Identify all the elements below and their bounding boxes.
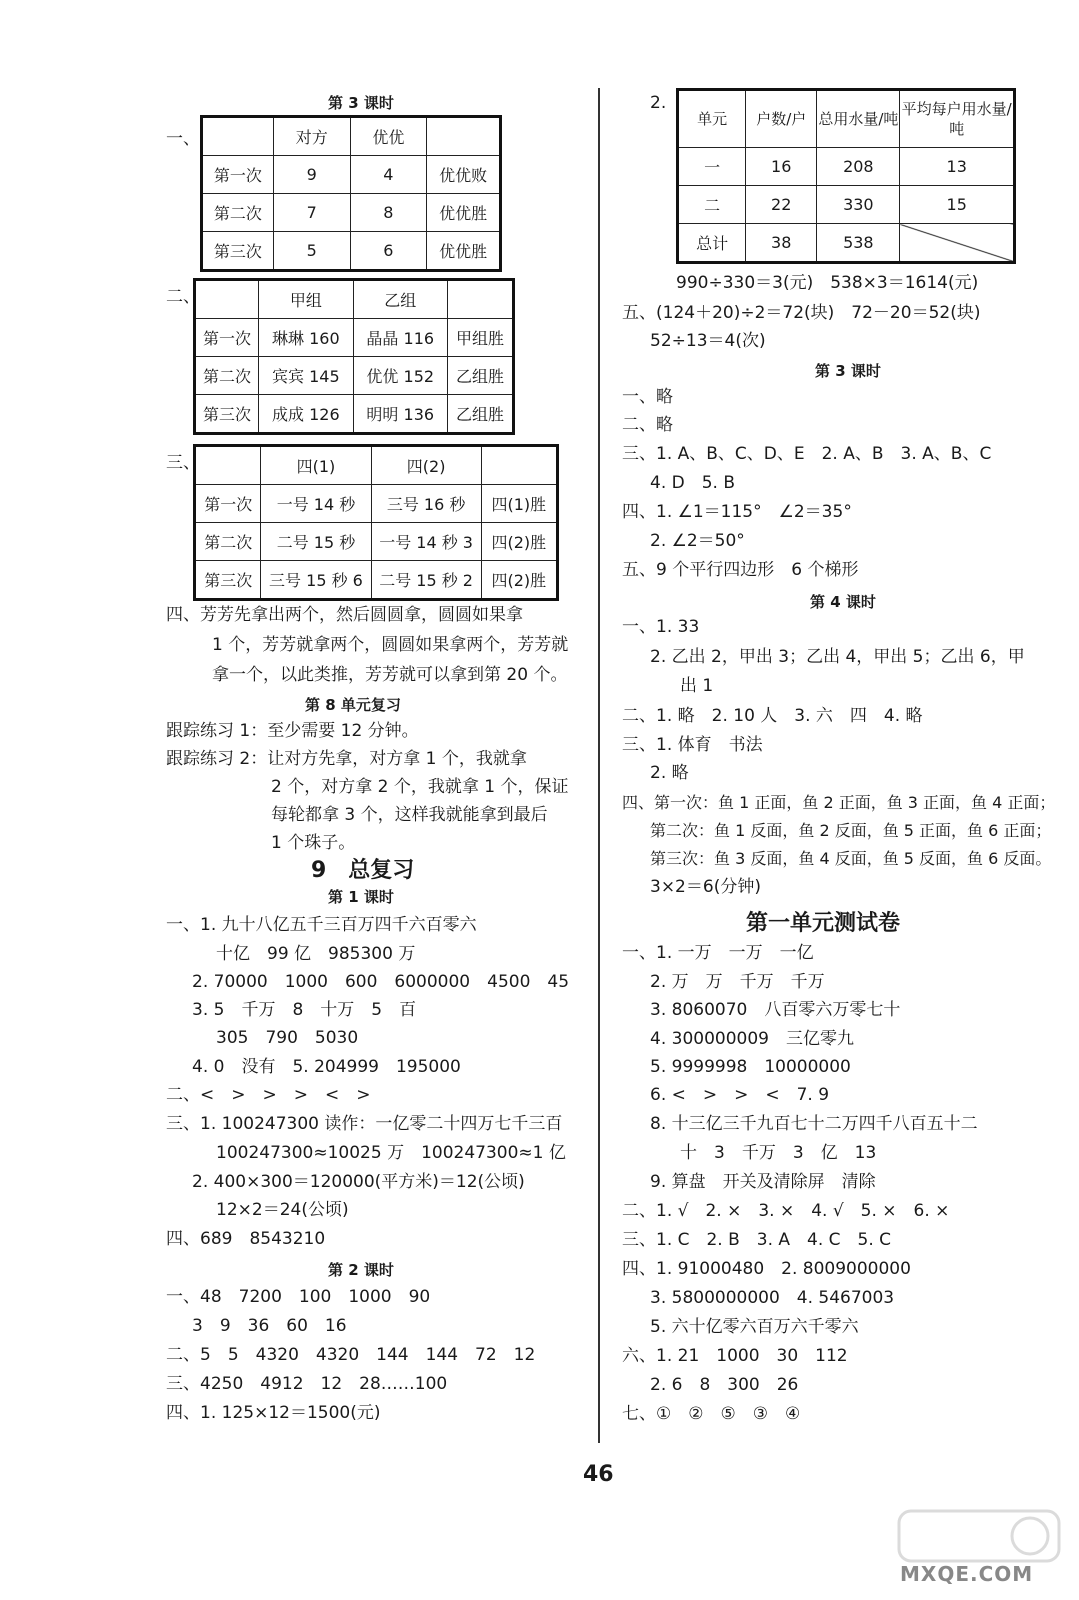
table-cell: 优优败 — [427, 156, 501, 194]
table-cell: 第二次 — [195, 523, 261, 561]
table-header-cell: 乙组 — [353, 280, 447, 319]
table-header-cell: 甲组 — [259, 280, 353, 319]
table-header-row — [195, 446, 558, 485]
answer-line: 五、9 个平行四边形 6 个梯形 — [622, 560, 859, 580]
answer-line: 9. 算盘 开关及清除屏 清除 — [650, 1172, 876, 1192]
test-title: 第一单元测试卷 — [746, 911, 901, 936]
table-cell: 538 — [817, 224, 900, 263]
table-cell: 成成 126 — [259, 395, 353, 434]
table-cell: 16 — [746, 148, 817, 186]
answer-line: 第三次：鱼 3 反面，鱼 4 反面，鱼 5 反面，鱼 6 反面。 — [650, 849, 1052, 868]
answer-line: 3. 5 千万 8 十万 5 百 — [192, 1000, 417, 1020]
table-cell: 一 — [678, 148, 746, 186]
table-cell: 第一次 — [195, 319, 259, 357]
table-header-cell: 对方 — [273, 117, 350, 156]
answer-line: 六、1. 21 1000 30 112 — [622, 1346, 848, 1366]
table-cell: 一号 14 秒 — [261, 485, 371, 523]
answer-line: 二、1. √ 2. × 3. × 4. √ 5. × 6. × — [622, 1201, 950, 1221]
answer-line: 七、① ② ⑤ ③ ④ — [622, 1404, 801, 1424]
answer-line: 一、1. 33 — [622, 617, 700, 637]
answer-line: 52÷13＝4(次) — [650, 331, 766, 351]
section-heading: 第 4 课时 — [810, 593, 876, 611]
answer-line: 四、第一次：鱼 1 正面，鱼 2 正面，鱼 3 正面，鱼 4 正面； — [622, 793, 1056, 812]
table-cell: 4 — [350, 156, 427, 194]
table-row — [202, 194, 501, 232]
watermark-text: MXQE.COM — [900, 1562, 1034, 1586]
table-cell: 乙组胜 — [447, 357, 513, 395]
answer-line: 2. 万 万 千万 千万 — [650, 972, 825, 992]
answer-line: 2. 略 — [650, 763, 689, 783]
answer-line: 一、略 — [622, 387, 673, 407]
table-cell: 13 — [900, 148, 1015, 186]
answer-line: 每轮都拿 3 个，这样我就能拿到最后 — [271, 805, 548, 825]
answer-line: 一、1. 九十八亿五千三百万四千六百零六 — [166, 915, 477, 935]
table-cell: 二号 15 秒 — [261, 523, 371, 561]
table-row — [195, 357, 514, 395]
answer-line: 4. 0 没有 5. 204999 195000 — [192, 1057, 461, 1077]
answer-line: 3. 8060070 八百零六万零七十 — [650, 1000, 901, 1020]
answer-line: 2. 400×300＝120000(平方米)＝12(公顷) — [192, 1172, 525, 1192]
answer-line: 3. 5800000000 4. 5467003 — [650, 1288, 895, 1308]
score-table-1 — [200, 115, 502, 272]
answer-line: 四、689 8543210 — [166, 1229, 326, 1249]
answer-line: 三、1. C 2. B 3. A 4. C 5. C — [622, 1230, 892, 1250]
table-cell: 15 — [900, 186, 1015, 224]
table-header-cell: 四(2) — [371, 446, 481, 485]
water-usage-table — [676, 88, 1016, 264]
answer-line: 二、略 — [622, 415, 673, 435]
section-heading: 第 2 课时 — [328, 1261, 394, 1279]
table-header-cell: 平均每户用水量/吨 — [900, 90, 1015, 148]
table-cell: 第三次 — [202, 232, 274, 271]
section-heading: 第 3 课时 — [328, 94, 394, 112]
table-cell: 第一次 — [202, 156, 274, 194]
answer-line: 二、1. 略 2. 10 人 3. 六 四 4. 略 — [622, 706, 923, 726]
table-header-row — [195, 280, 514, 319]
page-number: 46 — [583, 1462, 614, 1487]
table-cell: 二 — [678, 186, 746, 224]
table-cell: 330 — [817, 186, 900, 224]
question-label: 2. — [650, 93, 667, 113]
answer-line: 8. 十三亿三千九百七十二万四千八百五十二 — [650, 1114, 978, 1134]
table-cell: 优优胜 — [427, 194, 501, 232]
answer-line: 1 个珠子。 — [271, 833, 356, 853]
table-cell: 7 — [273, 194, 350, 232]
answer-line: 一、48 7200 100 1000 90 — [166, 1287, 431, 1307]
answer-line: 3×2＝6(分钟) — [650, 877, 761, 897]
answer-line: 四、芳芳先拿出两个，然后圆圆拿，圆圆如果拿 — [166, 605, 523, 625]
answer-line: 990÷330＝3(元) 538×3＝1614(元) — [676, 273, 979, 293]
table-row — [195, 395, 514, 434]
table-header-row — [678, 90, 1015, 148]
table-cell: 第二次 — [195, 357, 259, 395]
table-header-cell: 优优 — [350, 117, 427, 156]
section-heading: 第 1 课时 — [328, 888, 394, 906]
table-cell: 第三次 — [195, 561, 261, 600]
table-header-cell: 户数/户 — [746, 90, 817, 148]
question-label: 一、 — [166, 129, 200, 149]
table-row — [195, 561, 558, 600]
table-cell: 乙组胜 — [447, 395, 513, 434]
answer-line: 5. 9999998 10000000 — [650, 1057, 851, 1077]
answer-line: 跟踪练习 1：至少需要 12 分钟。 — [166, 721, 419, 741]
question-label: 三、 — [166, 453, 200, 473]
answer-line: 3 9 36 60 16 — [192, 1316, 347, 1336]
answer-line: 100247300≈10025 万 100247300≈1 亿 — [216, 1143, 566, 1163]
unit-title: 9 总复习 — [311, 858, 415, 883]
table-cell: 晶晶 116 — [353, 319, 447, 357]
answer-line: 拿一个，以此类推，芳芳就可以拿到第 20 个。 — [212, 665, 568, 685]
table-header-cell: 单元 — [678, 90, 746, 148]
table-row — [195, 485, 558, 523]
answer-line: 四、1. 125×12＝1500(元) — [166, 1403, 381, 1423]
table-cell: 琳琳 160 — [259, 319, 353, 357]
table-cell: 22 — [746, 186, 817, 224]
table-row — [202, 156, 501, 194]
answer-line: 一、1. 一万 一万 一亿 — [622, 943, 814, 963]
answer-line: 305 790 5030 — [216, 1028, 359, 1048]
answer-line: 跟踪练习 2：让对方先拿，对方拿 1 个，我就拿 — [166, 749, 527, 769]
section-heading: 第 8 单元复习 — [305, 696, 401, 714]
table-cell: 一号 14 秒 3 — [371, 523, 481, 561]
answer-line: 四、1. ∠1＝115° ∠2＝35° — [622, 502, 852, 522]
table-cell: 38 — [746, 224, 817, 263]
answer-line: 二、5 5 4320 4320 144 144 72 12 — [166, 1345, 536, 1365]
table-cell: 三号 15 秒 6 — [261, 561, 371, 600]
table-cell: 5 — [273, 232, 350, 271]
table-header-cell — [447, 280, 513, 319]
column-divider — [598, 88, 600, 1443]
answer-line: 三、1. A、B、C、D、E 2. A、B 3. A、B、C — [622, 444, 992, 464]
table-cell: 明明 136 — [353, 395, 447, 434]
table-cell: 9 — [273, 156, 350, 194]
table-cell: 208 — [817, 148, 900, 186]
answer-line: 三、1. 体育 书法 — [622, 735, 763, 755]
answer-line: 2. 乙出 2，甲出 3；乙出 4，甲出 5；乙出 6，甲 — [650, 647, 1025, 667]
table-header-cell — [202, 117, 274, 156]
table-row — [678, 148, 1015, 186]
table-cell: 四(1)胜 — [481, 485, 557, 523]
answer-line: 二、< > > > < > — [166, 1085, 371, 1105]
answer-line: 6. < > > < 7. 9 — [650, 1085, 830, 1105]
answer-line: 五、(124＋20)÷2＝72(块) 72－20＝52(块) — [622, 303, 981, 323]
table-header-row — [202, 117, 501, 156]
diagonal-empty-cell — [900, 224, 1015, 263]
answer-line: 2. 6 8 300 26 — [650, 1375, 799, 1395]
answer-line: 2 个，对方拿 2 个，我就拿 1 个，保证 — [271, 777, 569, 797]
table-cell: 优优 152 — [353, 357, 447, 395]
table-row — [195, 319, 514, 357]
answer-line: 2. ∠2＝50° — [650, 531, 745, 551]
answer-line: 十 3 千万 3 亿 13 — [680, 1143, 877, 1163]
table-cell: 二号 15 秒 2 — [371, 561, 481, 600]
table-cell: 第一次 — [195, 485, 261, 523]
table-row — [678, 186, 1015, 224]
answer-line: 12×2＝24(公顷) — [216, 1200, 349, 1220]
table-cell: 6 — [350, 232, 427, 271]
table-cell: 优优胜 — [427, 232, 501, 271]
answer-line: 十亿 99 亿 985300 万 — [216, 944, 416, 964]
answer-line: 4. 300000009 三亿零九 — [650, 1029, 854, 1049]
table-header-cell — [427, 117, 501, 156]
table-header-cell — [481, 446, 557, 485]
table-row — [202, 232, 501, 271]
table-cell: 第三次 — [195, 395, 259, 434]
table-row — [195, 523, 558, 561]
table-cell: 四(2)胜 — [481, 523, 557, 561]
score-table-3 — [193, 444, 559, 601]
table-cell: 甲组胜 — [447, 319, 513, 357]
answer-line: 三、4250 4912 12 28……100 — [166, 1374, 448, 1394]
table-header-cell — [195, 280, 259, 319]
score-table-2 — [193, 278, 515, 435]
table-row — [678, 224, 1015, 263]
table-header-cell: 总用水量/吨 — [817, 90, 900, 148]
answer-line: 2. 70000 1000 600 6000000 4500 45 — [192, 972, 570, 992]
answer-line: 1 个，芳芳就拿两个，圆圆如果拿两个，芳芳就 — [212, 635, 569, 655]
answer-line: 出 1 — [680, 676, 714, 696]
table-cell: 第二次 — [202, 194, 274, 232]
answer-line: 三、1. 100247300 读作：一亿零二十四万七千三百 — [166, 1114, 563, 1134]
table-cell: 8 — [350, 194, 427, 232]
table-cell: 四(2)胜 — [481, 561, 557, 600]
table-header-cell: 四(1) — [261, 446, 371, 485]
question-label: 二、 — [166, 287, 200, 307]
table-header-cell — [195, 446, 261, 485]
answer-line: 四、1. 91000480 2. 8009000000 — [622, 1259, 911, 1279]
section-heading: 第 3 课时 — [815, 362, 881, 380]
table-cell: 总计 — [678, 224, 746, 263]
answer-line: 5. 六十亿零六百万六千零六 — [650, 1317, 859, 1337]
answer-line: 第二次：鱼 1 反面，鱼 2 反面，鱼 5 正面，鱼 6 正面； — [650, 821, 1052, 840]
table-cell: 宾宾 145 — [259, 357, 353, 395]
table-cell: 三号 16 秒 — [371, 485, 481, 523]
answer-line: 4. D 5. B — [650, 473, 735, 493]
